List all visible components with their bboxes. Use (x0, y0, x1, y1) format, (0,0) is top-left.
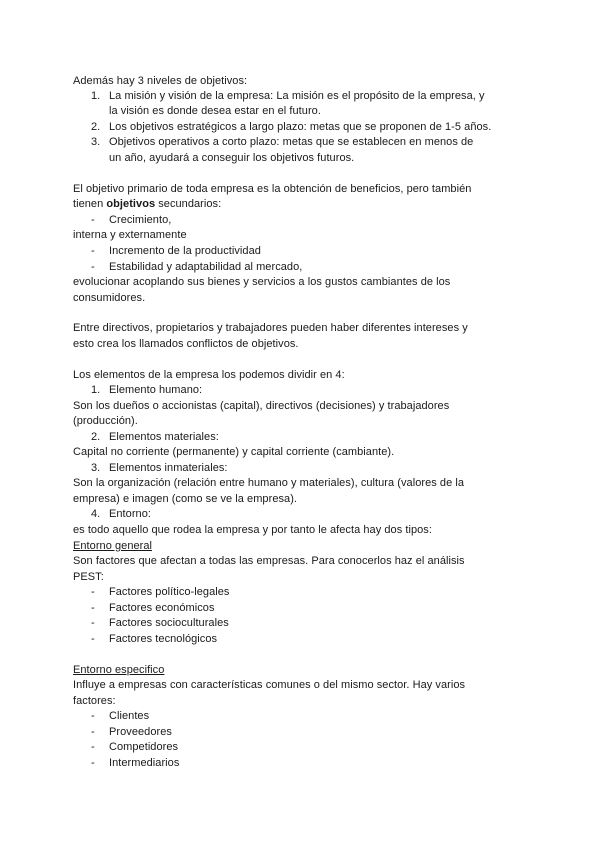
dash-bullet: - (91, 710, 95, 722)
section-title-specific: Entorno especifico (73, 664, 165, 676)
paragraph-line: El objetivo primario de toda empresa es la obtención de beneficios, pero también (73, 183, 472, 195)
section-title-general: Entorno general (73, 540, 153, 552)
paragraph-line (73, 196, 221, 212)
bullet-text: Factores tecnológicos (109, 633, 218, 645)
paragraph-line: (producción). (73, 415, 138, 427)
paragraph-line: Entre directivos, propietarios y trabajadores pueden haber diferentes intereses y (73, 322, 468, 334)
element-title: Elementos inmateriales: (109, 462, 228, 474)
list-item-text: Objetivos operativos a corto plazo: metas que se establecen en menos de (109, 136, 474, 148)
bold-term: objetivos (106, 198, 156, 210)
paragraph-line: es todo aquello que rodea la empresa y por tanto le afecta hay dos tipos: (73, 524, 432, 536)
paragraph-line: factores: (73, 695, 116, 707)
paragraph-line: Son los dueños o accionistas (capital), directivos (decisiones) y trabajadores (73, 400, 450, 412)
list-number: 1. (91, 90, 101, 102)
list-number: 2. (91, 431, 101, 443)
bullet-text: Factores socioculturales (109, 617, 229, 629)
dash-bullet: - (91, 602, 95, 614)
bullet-text: Clientes (109, 710, 150, 722)
text-run: secundarios: (155, 198, 222, 210)
list-number: 3. (91, 462, 101, 474)
bullet-text: Estabilidad y adaptabilidad al mercado, (109, 261, 303, 273)
dash-bullet: - (91, 214, 95, 226)
paragraph-line: Capital no corriente (permanente) y capital corriente (cambiante). (73, 446, 395, 458)
list-item-text: Los objetivos estratégicos a largo plazo: metas que se proponen de 1-5 años. (109, 121, 492, 133)
text-run: tienen (73, 198, 107, 210)
list-item-text: La misión y visión de la empresa: La misión es el propósito de la empresa, y (109, 90, 485, 102)
bullet-text: Crecimiento, (109, 214, 172, 226)
list-number: 3. (91, 136, 101, 148)
paragraph-line: PEST: (73, 571, 104, 583)
paragraph-line: consumidores. (73, 292, 146, 304)
element-title: Entorno: (109, 508, 151, 520)
paragraph-line: Son la organización (relación entre humano y materiales), cultura (valores de la (73, 477, 465, 489)
bullet-text: Factores político-legales (109, 586, 230, 598)
elements-heading: Los elementos de la empresa los podemos dividir en 4: (73, 369, 345, 381)
list-number: 1. (91, 384, 101, 396)
dash-bullet: - (91, 245, 95, 257)
bullet-text: Factores económicos (109, 602, 215, 614)
bullet-text: Incremento de la productividad (109, 245, 261, 257)
bullet-text: Competidores (109, 741, 179, 753)
bullet-text: Intermediarios (109, 757, 180, 769)
paragraph-line: Influye a empresas con características comunes o del mismo sector. Hay varios (73, 679, 466, 691)
paragraph-line: Son factores que afectan a todas las empresas. Para conocerlos haz el análisis (73, 555, 465, 567)
dash-bullet: - (91, 757, 95, 769)
dash-bullet: - (91, 741, 95, 753)
list-number: 4. (91, 508, 101, 520)
dash-bullet: - (91, 617, 95, 629)
levels-heading: Además hay 3 niveles de objetivos: (73, 75, 248, 87)
paragraph-line: esto crea los llamados conflictos de objetivos. (73, 338, 299, 350)
list-item-text: un año, ayudará a conseguir los objetivos futuros. (109, 152, 355, 164)
dash-bullet: - (91, 586, 95, 598)
element-title: Elementos materiales: (109, 431, 219, 443)
list-item-text: la visión es donde desea estar en el futuro. (109, 105, 321, 117)
dash-bullet: - (91, 261, 95, 273)
element-title: Elemento humano: (109, 384, 203, 396)
dash-bullet: - (91, 633, 95, 645)
paragraph-line: evolucionar acoplando sus bienes y servicios a los gustos cambiantes de los (73, 276, 451, 288)
dash-bullet: - (91, 726, 95, 738)
list-number: 2. (91, 121, 101, 133)
bullet-text: Proveedores (109, 726, 172, 738)
paragraph-line: interna y externamente (73, 229, 187, 241)
paragraph-line: empresa) e imagen (como se ve la empresa). (73, 493, 298, 505)
